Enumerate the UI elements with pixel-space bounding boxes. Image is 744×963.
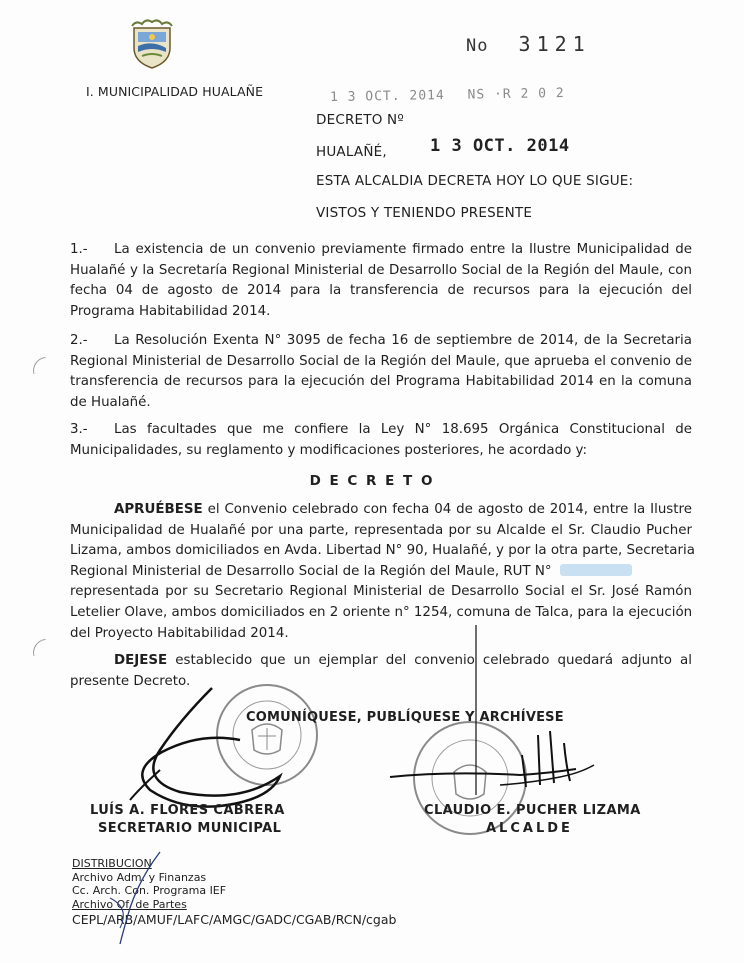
vistos-line: VISTOS Y TENIENDO PRESENTE — [316, 205, 533, 221]
paragraph-text: establecido que un ejemplar del convenio celebrado quedará adjunto al — [175, 653, 692, 668]
paragraph-line: Municipalidad de Hualañé por una parte, representada por su Alcalde el Sr. Claudio Pucher — [70, 522, 692, 538]
paragraph-line: transferencia de recursos para la ejecución del Programa Habitabilidad 2014 en la comuna — [70, 374, 692, 390]
paragraph-line: Hualañé y la Secretaría Regional Ministerial de Desarrollo Social de la Región del Maule, con — [70, 262, 692, 278]
date-stamp: 1 3 OCT. 2014 — [430, 136, 570, 156]
place-label: HUALAÑÉ, — [316, 144, 387, 160]
municipal-crest — [128, 18, 176, 74]
paragraph-line — [70, 240, 692, 261]
paragraph-line: Programa Habitabilidad 2014. — [70, 303, 271, 319]
received-stamp-suffix: NS ·R 2 0 2 — [467, 85, 565, 103]
distribution-line: Cc. Arch. Con. Programa IEF — [72, 884, 227, 897]
paragraph-line: Municipalidades, su reglamento y modificaciones posteriores, he acordado y: — [70, 442, 587, 458]
dejese-lead: DEJESE — [114, 653, 168, 668]
intro-line: ESTA ALCALDIA DECRETA HOY LO QUE SIGUE: — [316, 173, 634, 189]
paragraph-line — [70, 420, 692, 441]
distribution-heading: DISTRIBUCION — [72, 857, 152, 870]
paragraph-line: representada por su Secretario Regional Ministerial de Desarrollo Social el Sr. José Ramón — [70, 584, 692, 600]
mayor-title: ALCALDE — [486, 821, 573, 836]
paragraph-line — [70, 331, 692, 352]
paragraph-text: Regional Ministerial de Desarrollo Social de la Región del Maule, RUT N° — [70, 563, 552, 579]
paragraph-line — [70, 500, 692, 521]
paragraph-text: La existencia de un convenio previamente firmado entre la Ilustre Municipalidad de — [114, 242, 692, 257]
paragraph-line: Regional Ministerial de Desarrollo Social de la Región del Maule, que aprueba el convenio de — [70, 353, 692, 369]
paragraph-line: Lizama, ambos domiciliados en Avda. Libertad N° 90, Hualañé, y por la otra parte, Secretaria — [70, 543, 695, 559]
paragraph-line: presente Decreto. — [70, 673, 191, 689]
consideration-1 — [70, 240, 692, 322]
secretary-title: SECRETARIO MUNICIPAL — [98, 821, 282, 836]
consideration-2 — [70, 331, 692, 413]
received-stamp — [330, 86, 565, 105]
mayor-name: CLAUDIO E. PUCHER LIZAMA — [424, 803, 641, 818]
paragraph-text: La Resolución Exenta N° 3095 de fecha 16 de septiembre de 2014, de la Secretaria — [114, 333, 692, 348]
paragraph-line — [70, 562, 692, 583]
paragraph-line — [70, 651, 692, 672]
secretary-name: LUÍS A. FLORES CABRERA — [90, 803, 285, 818]
resolution-lead: APRUÉBESE — [114, 502, 203, 517]
paragraph-line: Letelier Olave, ambos domiciliados en 2 oriente n° 1254, comuna de Talca, para la ejecución — [70, 604, 693, 620]
redacted-rut — [560, 564, 632, 576]
resolution-paragraph — [70, 500, 695, 644]
consideration-3 — [70, 420, 692, 461]
paragraph-text: Las facultades que me confiere la Ley N° 18.695 Orgánica Constitucional de — [114, 422, 692, 437]
closing-line: COMUNÍQUESE, PUBLÍQUESE Y ARCHÍVESE — [246, 710, 564, 725]
paragraph-line: fecha 04 de agosto de 2014 para la transferencia de recursos para la ejecución del — [70, 283, 692, 299]
decreto-title: D E C R E T O — [309, 473, 435, 489]
secretary-signature — [120, 680, 380, 820]
paragraph-line: de Hualañé. — [70, 394, 151, 410]
decree-number — [466, 32, 591, 56]
decree-number-prefix: No — [466, 36, 489, 56]
initials-mark — [90, 848, 170, 948]
paragraph-number: 3.- — [70, 422, 88, 437]
paragraph-text: el Convenio celebrado con fecha 04 de agosto de 2014, entre la Ilustre — [207, 502, 692, 517]
distribution-initials: CEPL/ARB/AMUF/LAFC/AMGC/GADC/CGAB/RCN/cgab — [72, 912, 397, 927]
decree-number-value: 3121 — [518, 32, 591, 56]
distribution-line: Archivo Of. de Partes — [72, 897, 187, 911]
received-stamp-date: 1 3 OCT. 2014 — [329, 88, 445, 106]
paragraph-number: 1.- — [70, 242, 88, 257]
punch-hole-mark — [31, 639, 48, 656]
paragraph-number: 2.- — [70, 333, 88, 348]
distribution-line: Archivo Adm. y Finanzas — [72, 870, 207, 884]
paragraph-line: del Proyecto Habitabilidad 2014. — [70, 625, 289, 641]
municipality-name: I. MUNICIPALIDAD HUALAÑE — [86, 84, 264, 99]
punch-hole-mark — [31, 357, 48, 374]
decreto-label: DECRETO Nº — [316, 112, 404, 128]
